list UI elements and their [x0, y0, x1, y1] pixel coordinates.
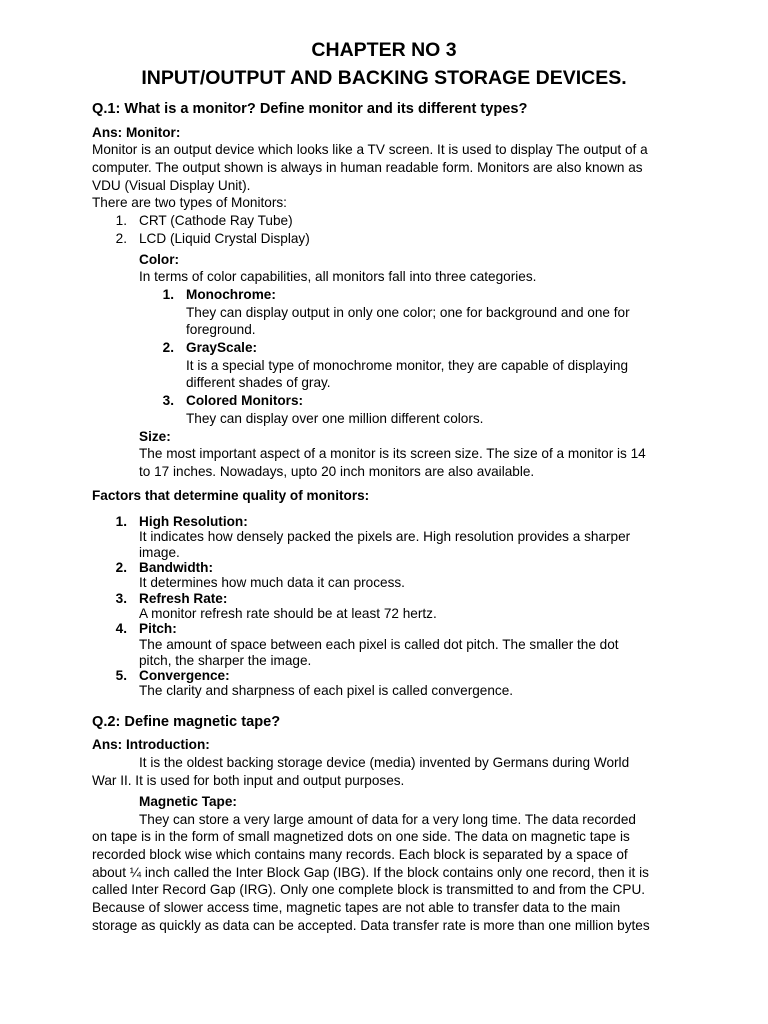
color-item-line: They can display output in only one color; one for background and one for — [186, 305, 630, 320]
list-number: 2. — [115, 560, 127, 575]
q1-intro-line: computer. The output shown is always in human readable form. Monitors are also known as — [92, 160, 643, 175]
color-item-line: They can display over one million different colors. — [186, 411, 484, 426]
size-line: to 17 inches. Nowadays, upto 20 inch monitors are also available. — [139, 464, 535, 479]
q1-types-intro: There are two types of Monitors: — [92, 195, 287, 210]
color-intro: In terms of color capabilities, all monitors fall into three categories. — [139, 269, 537, 284]
list-number: 3. — [115, 591, 127, 606]
q2-question: Q.2: Define magnetic tape? — [92, 714, 281, 730]
factor-title: Pitch: — [139, 621, 177, 636]
q1-intro-line: Monitor is an output device which looks like a TV screen. It is used to display The output of a — [92, 142, 648, 157]
monitor-type-item: LCD (Liquid Crystal Display) — [139, 231, 310, 246]
chapter-subtitle: INPUT/OUTPUT AND BACKING STORAGE DEVICES. — [141, 67, 627, 89]
color-heading: Color: — [139, 252, 180, 267]
factor-title: Refresh Rate: — [139, 591, 228, 606]
color-item-title: GrayScale: — [186, 340, 258, 355]
factor-title: Bandwidth: — [139, 560, 213, 575]
q2-intro-line: It is the oldest backing storage device (media) invented by Germans during World — [139, 755, 630, 770]
color-item-title: Colored Monitors: — [186, 393, 304, 408]
size-heading: Size: — [139, 429, 171, 444]
tape-line: called Inter Record Gap (IRG). Only one complete block is transmitted to and from the CPU. — [92, 882, 646, 897]
list-number: 2. — [115, 231, 127, 246]
list-number: 1. — [115, 514, 127, 529]
factor-title: High Resolution: — [139, 514, 248, 529]
tape-line: They can store a very large amount of data for a very long time. The data recorded — [139, 812, 636, 827]
factor-line: pitch, the sharper the image. — [139, 653, 312, 668]
color-item-title: Monochrome: — [186, 287, 276, 302]
list-number: 4. — [115, 621, 127, 636]
factor-line: A monitor refresh rate should be at least 72 hertz. — [139, 606, 437, 621]
tape-line: on tape is in the form of small magnetized dots on one side. The data on magnetic tape is — [92, 829, 630, 844]
tape-line: storage as quickly as data can be accepted. Data transfer rate is more than one million bytes — [92, 918, 650, 933]
factors-heading: Factors that determine quality of monitors: — [92, 488, 370, 503]
factor-line: It determines how much data it can process. — [139, 575, 405, 590]
q2-answer-label: Ans: Introduction: — [92, 737, 210, 752]
factor-line: image. — [139, 545, 180, 560]
tape-line: Because of slower access time, magnetic tapes are not able to transfer data to the main — [92, 900, 621, 915]
q1-answer-label: Ans: Monitor: — [92, 125, 181, 140]
color-item-line: foreground. — [186, 322, 256, 337]
tape-line: recorded block wise which contains many records. Each block is separated by a space of — [92, 847, 628, 862]
chapter-title: CHAPTER NO 3 — [311, 39, 457, 61]
factor-line: The amount of space between each pixel is called dot pitch. The smaller the dot — [139, 637, 619, 652]
factor-line: The clarity and sharpness of each pixel is called convergence. — [139, 683, 514, 698]
size-line: The most important aspect of a monitor is its screen size. The size of a monitor is 14 — [139, 446, 646, 461]
monitor-type-item: CRT (Cathode Ray Tube) — [139, 213, 293, 228]
tape-heading: Magnetic Tape: — [139, 794, 237, 809]
factor-line: It indicates how densely packed the pixels are. High resolution provides a sharper — [139, 529, 631, 544]
list-number: 3. — [162, 393, 174, 408]
color-item-line: different shades of gray. — [186, 375, 331, 390]
factor-title: Convergence: — [139, 668, 230, 683]
q2-intro-line: War II. It is used for both input and output purposes. — [92, 773, 405, 788]
q1-intro-line: VDU (Visual Display Unit). — [92, 178, 251, 193]
list-number: 2. — [162, 340, 174, 355]
q1-question: Q.1: What is a monitor? Define monitor and its different types? — [92, 101, 528, 117]
color-item-line: It is a special type of monochrome monitor, they are capable of displaying — [186, 358, 629, 373]
list-number: 5. — [115, 668, 127, 683]
list-number: 1. — [115, 213, 127, 228]
tape-line: about ¼ inch called the Inter Block Gap (IBG). If the block contains only one record, then it is — [92, 865, 649, 880]
list-number: 1. — [162, 287, 174, 302]
